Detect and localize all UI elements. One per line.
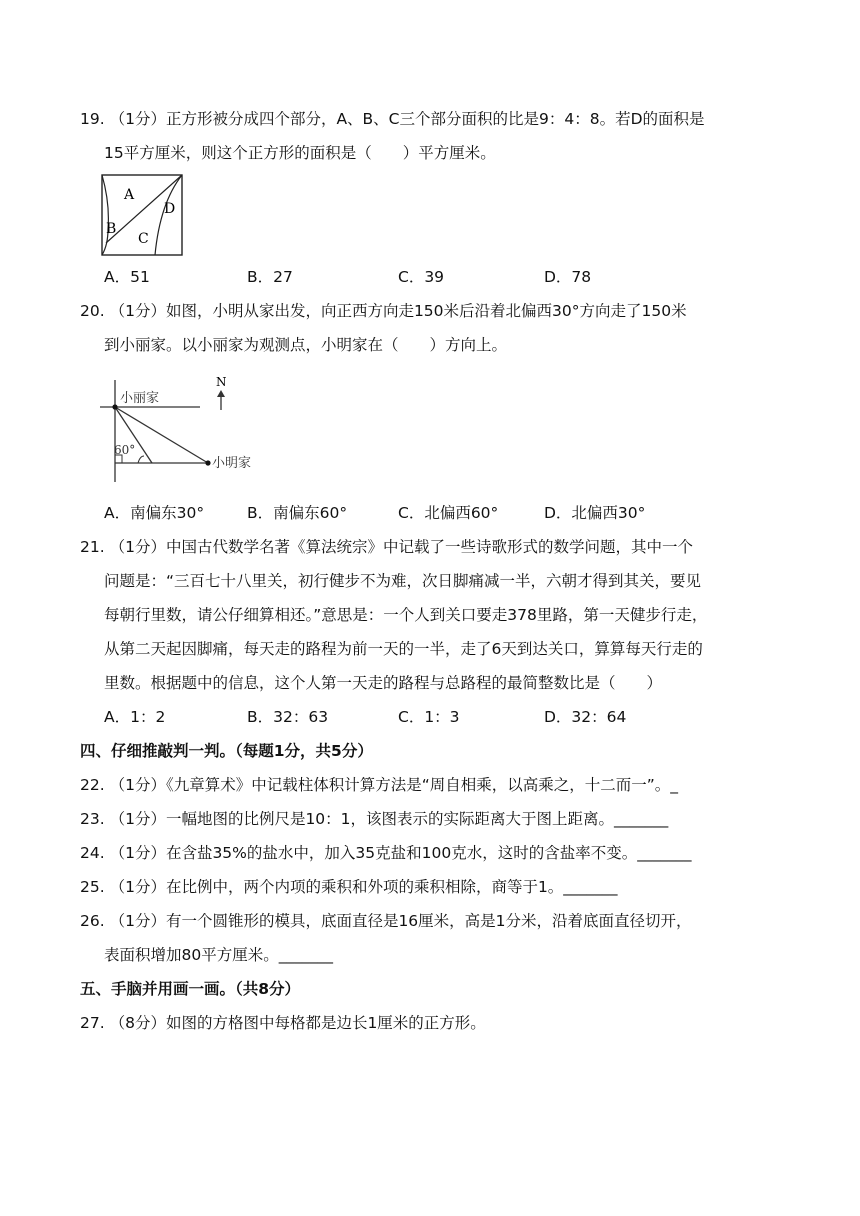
label-d: D — [164, 201, 176, 217]
q19-square-figure — [100, 173, 184, 257]
q19-option-c: C．39 — [398, 268, 445, 286]
q22-line: 22. （1分）《九章算术》中记载柱体积计算方法是“周自相乘，以高乘之，十二而一”。_ — [80, 776, 679, 794]
q19-line1: 19. （1分）正方形被分成四个部分，A、B、C三个部分面积的比是9：4：8。若D的面积是 — [80, 110, 705, 128]
q20-line1: 20. （1分）如图，小明从家出发，向正西方向走150米后沿着北偏西30°方向走了150米 — [80, 302, 687, 320]
q21-option-d: D．32：64 — [544, 708, 627, 726]
q19-option-d: D．78 — [544, 268, 592, 286]
q27-line: 27. （8分）如图的方格图中每格都是边长1厘米的正方形。 — [80, 1014, 486, 1032]
q21-line3: 每朝行里数，请公仔细算相还。”意思是：一个人到关口要走378里路，第一天健步行走， — [104, 606, 708, 624]
north-label: N — [216, 375, 227, 389]
q20-option-b: B．南偏东60° — [247, 504, 348, 522]
q24-line: 24. （1分）在含盐35%的盐水中，加入35克盐和100克水，这时的含盐率不变。_______ — [80, 844, 692, 862]
xiaoli-home-label: 小丽家 — [120, 391, 160, 406]
q21-line1: 21. （1分）中国古代数学名著《算法统宗》中记载了一些诗歌形式的数学问题，其中一个 — [80, 538, 693, 556]
q21-option-b: B．32：63 — [247, 708, 329, 726]
q21-line2: 问题是：“三百七十八里关，初行健步不为难，次日脚痛减一半，六朝才得到其关，要见 — [104, 572, 702, 590]
q20-option-c: C．北偏西60° — [398, 504, 499, 522]
q21-option-a: A．1：2 — [104, 708, 166, 726]
q19-option-a: A．51 — [104, 268, 150, 286]
q21-option-c: C．1：3 — [398, 708, 460, 726]
section-5-heading: 五、手脑并用画一画。（共8分） — [80, 980, 301, 998]
q20-line2: 到小丽家。以小丽家为观测点，小明家在（ ）方向上。 — [104, 336, 508, 354]
angle-label: 60° — [114, 443, 136, 457]
q20-option-d: D．北偏西30° — [544, 504, 646, 522]
label-a: A — [124, 187, 135, 203]
q21-line4: 从第二天起因脚痛，每天走的路程为前一天的一半，走了6天到达关口，算算每天行走的 — [104, 640, 703, 658]
q19-line2: 15平方厘米，则这个正方形的面积是（ ）平方厘米。 — [104, 144, 496, 162]
q25-line: 25. （1分）在比例中，两个内项的乘积和外项的乘积相除，商等于1。_______ — [80, 878, 618, 896]
q26-line2: 表面积增加80平方厘米。_______ — [104, 946, 333, 964]
section-4-heading: 四、仔细推敲判一判。（每题1分，共5分） — [80, 742, 373, 760]
label-b: B — [106, 221, 117, 237]
q20-option-a: A．南偏东30° — [104, 504, 205, 522]
q20-direction-figure — [100, 370, 266, 486]
q19-option-b: B．27 — [247, 268, 293, 286]
q21-line5: 里数。根据题中的信息，这个人第一天走的路程与总路程的最简整数比是（ ） — [104, 674, 663, 692]
xiaoming-home-label: 小明家 — [212, 456, 252, 471]
q23-line: 23. （1分）一幅地图的比例尺是10：1，该图表示的实际距离大于图上距离。_______ — [80, 810, 669, 828]
label-c: C — [138, 231, 149, 247]
q26-line1: 26. （1分）有一个圆锥形的模具，底面直径是16厘米，高是1分米，沿着底面直径切开， — [80, 912, 692, 930]
